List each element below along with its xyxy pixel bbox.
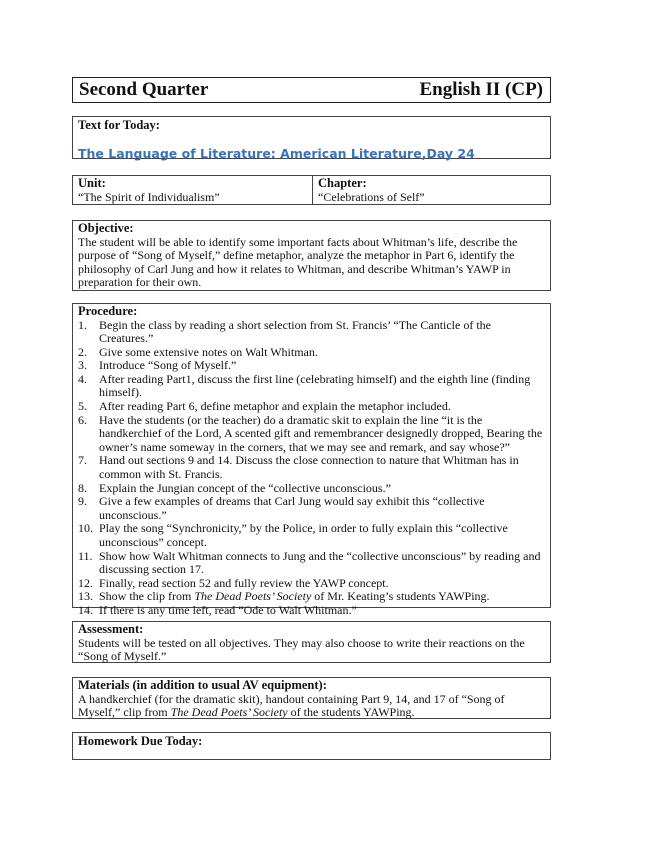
materials-text-post: of the students YAWPing. [287, 705, 415, 720]
chapter-cell [313, 176, 430, 204]
procedure-item-number: 2. [78, 344, 87, 359]
procedure-item-text: Begin the class by reading a short selection from St. Francis’ “The Canticle of the Creatures.” [99, 317, 491, 346]
course-title: English II (CP) [419, 79, 543, 100]
text-for-today-label: Text for Today: [78, 118, 160, 132]
procedure-item-number: 10. [78, 521, 93, 536]
procedure-item-number: 3. [78, 358, 87, 373]
procedure-item-text: Play the song “Synchronicity,” by the Police, in order to fully explain this “collective unconscious” concept. [99, 521, 508, 549]
chapter-value: “Celebrations of Self” [318, 189, 425, 204]
procedure-section [72, 303, 551, 617]
procedure-item-number: 14. [78, 602, 93, 617]
procedure-item-text: If there is any time left, read “Ode to Walt Whitman.” [99, 602, 357, 617]
procedure-item [78, 604, 545, 618]
unit-cell [73, 176, 313, 204]
procedure-item [78, 373, 545, 400]
assessment-text: Students will be tested on all objectives. They may also choose to write their reactions on the “Song of Myself.” [78, 635, 525, 664]
procedure-item [78, 359, 545, 373]
procedure-item-text: Show how Walt Whitman connects to Jung and the “collective unconscious” by reading and discussing section 17. [99, 548, 541, 577]
procedure-item-text: After reading Part 6, define metaphor and explain the metaphor included. [99, 399, 451, 414]
procedure-item [78, 577, 545, 591]
procedure-item-number: 8. [78, 480, 87, 495]
procedure-item-text: Hand out sections 9 and 14. Discuss the close connection to nature that Whitman has in common with St. Francis. [99, 453, 519, 482]
procedure-item-text: Explain the Jungian concept of the “collective unconscious.” [99, 480, 391, 495]
film-title: The Dead Poets’ Society [194, 589, 312, 604]
procedure-list [78, 319, 545, 618]
procedure-item-text: Have the students (or the teacher) do a dramatic skit to explain the line “it is the handkerchief of the Lord, A scented gift and remembrancer designedly dropped, Bearing the owner’s name someway in the corners, that we may see and remark, and say whose?” [99, 412, 543, 454]
materials-section [72, 677, 551, 719]
procedure-item-text: Give some extensive notes on Walt Whitman. [99, 344, 318, 359]
procedure-item [78, 495, 545, 522]
procedure-item [78, 482, 545, 496]
procedure-item-number: 13. [78, 589, 93, 604]
procedure-item-text-post: of Mr. Keating’s students YAWPing. [311, 589, 490, 604]
objective-section [72, 220, 551, 291]
unit-chapter-section [72, 175, 551, 205]
assessment-section [72, 621, 551, 663]
procedure-item-number: 9. [78, 494, 87, 509]
procedure-item-number: 5. [78, 399, 87, 414]
procedure-label: Procedure: [78, 304, 138, 318]
procedure-item [78, 454, 545, 481]
procedure-item-number: 6. [78, 412, 87, 427]
homework-label: Homework Due Today: [78, 734, 203, 748]
procedure-item [78, 550, 545, 577]
procedure-item-number: 12. [78, 575, 93, 590]
procedure-item-text-pre: Show the clip from [99, 589, 195, 604]
procedure-item-number: 1. [78, 317, 87, 332]
procedure-item [78, 400, 545, 414]
homework-section [72, 732, 551, 760]
procedure-item-text: Introduce “Song of Myself.” [99, 358, 237, 373]
procedure-item [78, 590, 545, 604]
header-bar [72, 77, 551, 103]
materials-text [78, 693, 545, 720]
procedure-item-text: Give a few examples of dreams that Carl Jung would say exhibit this “collective unconscious.” [99, 494, 485, 522]
procedure-item-number: 7. [78, 453, 87, 468]
unit-value: “The Spirit of Individualism” [78, 189, 220, 204]
procedure-item-number: 4. [78, 371, 87, 386]
procedure-item [78, 414, 545, 455]
quarter-title: Second Quarter [79, 79, 209, 100]
procedure-item [78, 346, 545, 360]
procedure-item [78, 522, 545, 549]
text-for-today-section [72, 116, 551, 159]
objective-text: The student will be able to identify some important facts about Whitman’s life, describe the purpose of “Song of Myself,” define metaphor, analyze the metaphor in Part 6, identify the philosophy of Carl Jung and how it relates to Whitman, and describe Whitman’s YAWP in preparation for their own. [78, 234, 518, 290]
procedure-item-number: 11. [78, 548, 93, 563]
unit-label: Unit: [78, 176, 106, 190]
text-title: The Language of Literature: American Literature,Day 24 [78, 145, 475, 161]
procedure-item-text: After reading Part1, discuss the first line (celebrating himself) and the eighth line (finding himself). [99, 371, 531, 400]
objective-label: Objective: [78, 221, 134, 235]
assessment-label: Assessment: [78, 622, 144, 636]
materials-text-pre: A handkerchief (for the dramatic skit), handout containing Part 9, 14, and 17 of “Song of Myself,” clip from [78, 691, 505, 720]
procedure-item [78, 319, 545, 346]
film-title: The Dead Poets’ Society [170, 705, 288, 720]
materials-label: Materials (in addition to usual AV equipment): [78, 678, 327, 692]
chapter-label: Chapter: [318, 176, 367, 190]
procedure-item-text: Finally, read section 52 and fully review the YAWP concept. [99, 575, 389, 590]
